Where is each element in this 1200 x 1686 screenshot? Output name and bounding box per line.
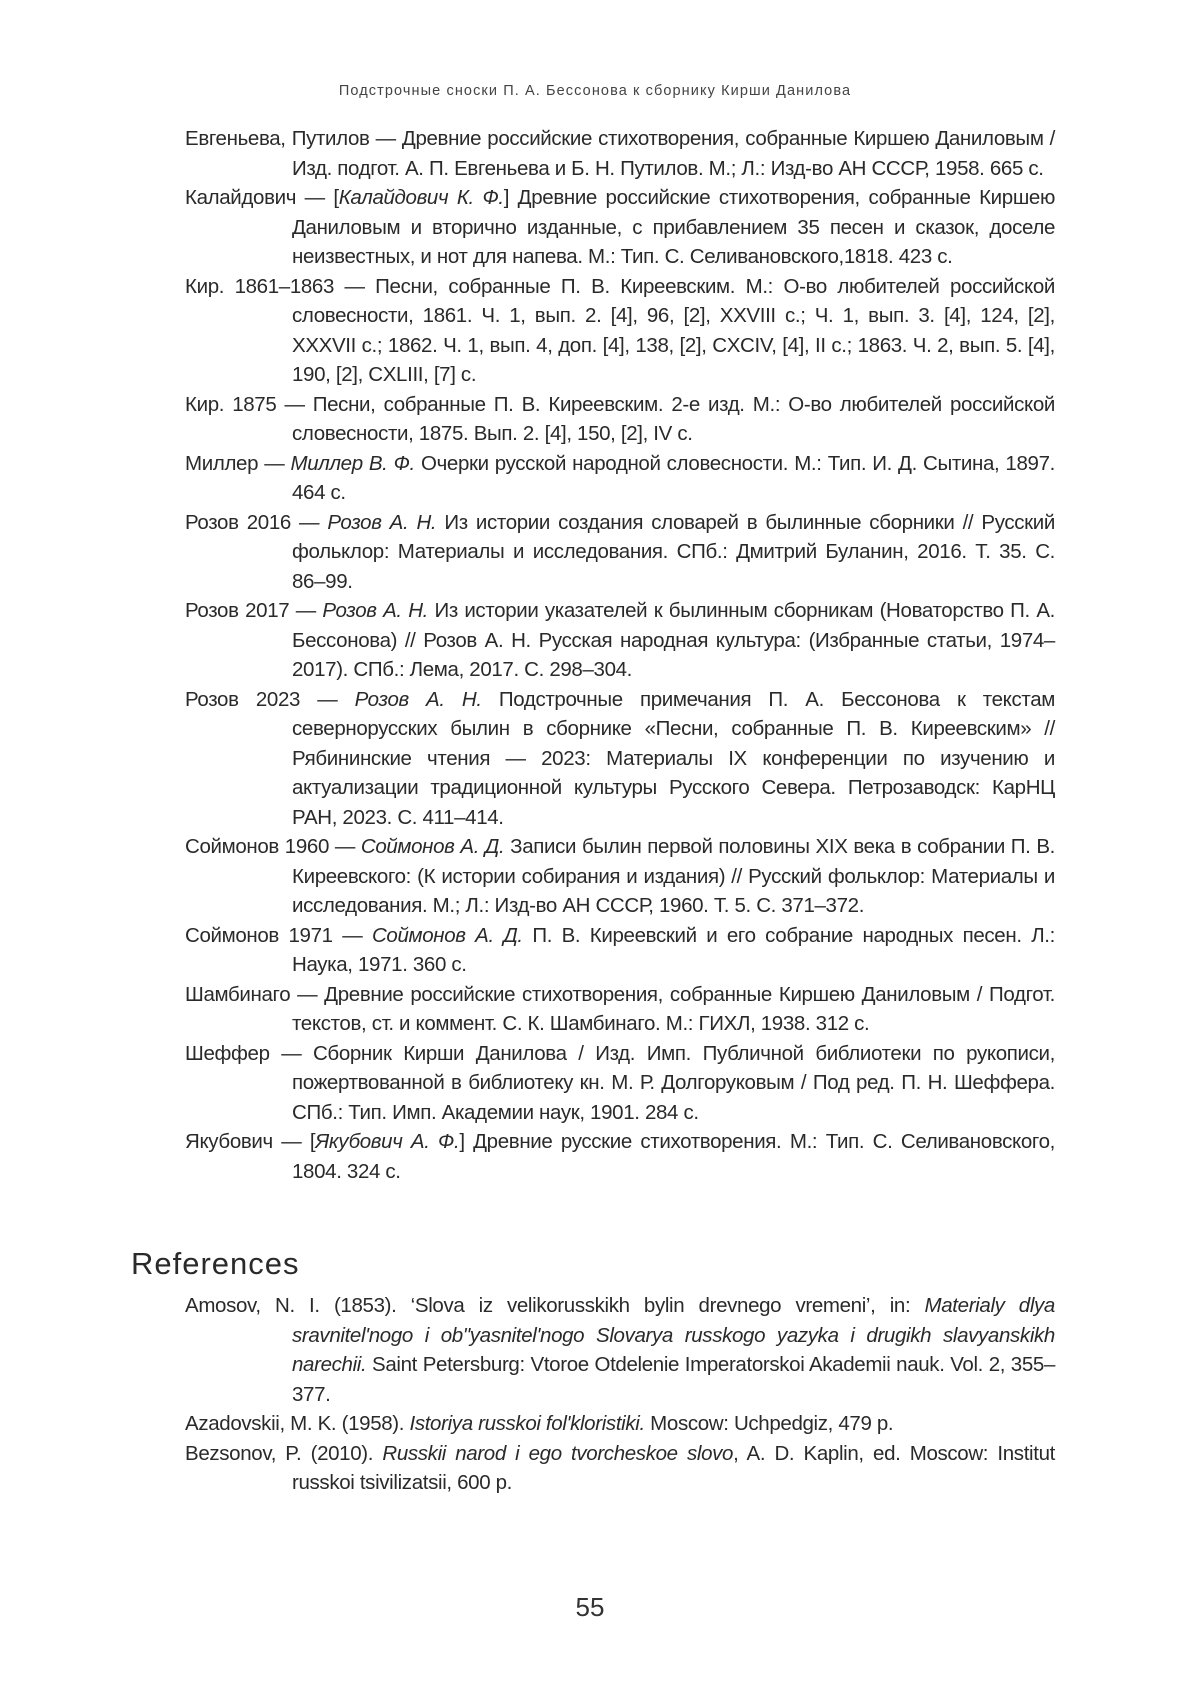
literature-entry: Розов 2016 — Розов А. Н. Из истории создания словарей в былинные сборники // Русский фольклор: Материалы и исследования. СПб.: Дмитрий Буланин, 2016. Т. 35. С. 86–99. [185,510,1055,593]
literature-list [185,124,1055,1186]
literature-entry: Шеффер — Сборник Кирши Данилова / Изд. Имп. Публичной библиотеки по рукописи, пожертвованной в библиотеку кн. М. Р. Долгоруковым / Под ред. П. Н. Шеффера. СПб.: Тип. Имп. Академии наук, 1901. 284 с. [185,1041,1055,1124]
literature-entry: Розов 2023 — Розов А. Н. Подстрочные примечания П. А. Бессонова к текстам севернорусских былин в сборнике «Песни, собранные П. В. Киреевским» // Рябининские чтения — 2023: Материалы IX конференции по изучению и актуализации традиционной культуры Русского Севера. Петрозаводск: КарНЦ РАН, 2023. С. 411–414. [185,687,1055,829]
reference-entry: Bezsonov, P. (2010). Russkii narod i ego tvorcheskoe slovo, A. D. Kaplin, ed. Moscow: Institut russkoi tsivilizatsii, 600 p. [185,1441,1055,1494]
literature-entry: Кир. 1861–1863 — Песни, собранные П. В. Киреевским. М.: О-во любителей российской словесности, 1861. Ч. 1, вып. 2. [4], 96, [2], XXVIII с.; Ч. 1, вып. 3. [4], 124, [2], XXXVII с.; 1862. Ч. 1, вып. 4, доп. [4], 138, [2], CXCIV, [4], II с.; 1863. Ч. 2, вып. 5. [4], 190, [2], CXLIII, [7] с. [185,274,1055,386]
references-heading: References [131,1246,300,1281]
reference-entry: Azadovskii, M. K. (1958). Istoriya russkoi fol'kloristiki. Moscow: Uchpedgiz, 479 p. [185,1412,894,1435]
literature-entry: Шамбинаго — Древние российские стихотворения, собранные Киршею Даниловым / Подгот. текстов, ст. и коммент. С. К. Шамбинаго. М.: ГИХЛ, 1938. 312 с. [185,982,1055,1035]
literature-entry: Калайдович — [Калайдович К. Ф.] Древние российские стихотворения, собранные Киршею Даниловым и вторично изданные, с прибавлением 35 песен и сказок, доселе неизвестных, и нот для напева. М.: Тип. С. Селивановского,1818. 423 с. [185,186,1055,268]
page-number: 55 [575,1592,605,1622]
literature-entry: Соймонов 1960 — Соймонов А. Д. Записи былин первой половины XIX века в собрании П. В. Киреевского: (К истории собирания и издания) // Русский фольклор: Материалы и исследования. М.; Л.: Изд-во АН СССР, 1960. Т. 5. С. 371–372. [185,835,1056,917]
literature-entry: Якубович — [Якубович А. Ф.] Древние русские стихотворения. М.: Тип. С. Селивановского, 1804. 324 с. [185,1130,1056,1183]
literature-entry: Миллер — Миллер В. Ф. Очерки русской народной словесности. М.: Тип. И. Д. Сытина, 1897. 464 с. [185,451,1055,504]
literature-entry: Евгеньева, Путилов — Древние российские стихотворения, собранные Киршею Даниловым / Изд. подгот. А. П. Евгеньева и Б. Н. Путилов. М.; Л.: Изд-во АН СССР, 1958. 665 с. [185,127,1055,180]
literature-entry: Кир. 1875 — Песни, собранные П. В. Киреевским. 2-е изд. М.: О-во любителей российской словесности, 1875. Вып. 2. [4], 150, [2], IV с. [185,392,1055,445]
running-head: Подстрочные сноски П. А. Бессонова к сборнику Кирши Данилова [338,83,852,99]
references-list [185,1291,1055,1498]
reference-entry: Amosov, N. I. (1853). ‘Slova iz velikorusskikh bylin drevnego vremeni’, in: Materialy dlya sravnitel'nogo i ob"yasnitel'nogo Slovarya russkogo yazyka i drugikh slavyanskikh narechii. Saint Petersburg: Vtoroe Otdelenie Imperatorskoi Akademii nauk. Vol. 2, 355–377. [185,1294,1055,1406]
literature-entry: Соймонов 1971 — Соймонов А. Д. П. В. Киреевский и его собрание народных песен. Л.: Наука, 1971. 360 с. [185,923,1055,976]
literature-entry: Розов 2017 — Розов А. Н. Из истории указателей к былинным сборникам (Новаторство П. А. Бессонова) // Розов А. Н. Русская народная культура: (Избранные статьи, 1974–2017). СПб.: Лема, 2017. С. 298–304. [185,599,1055,681]
